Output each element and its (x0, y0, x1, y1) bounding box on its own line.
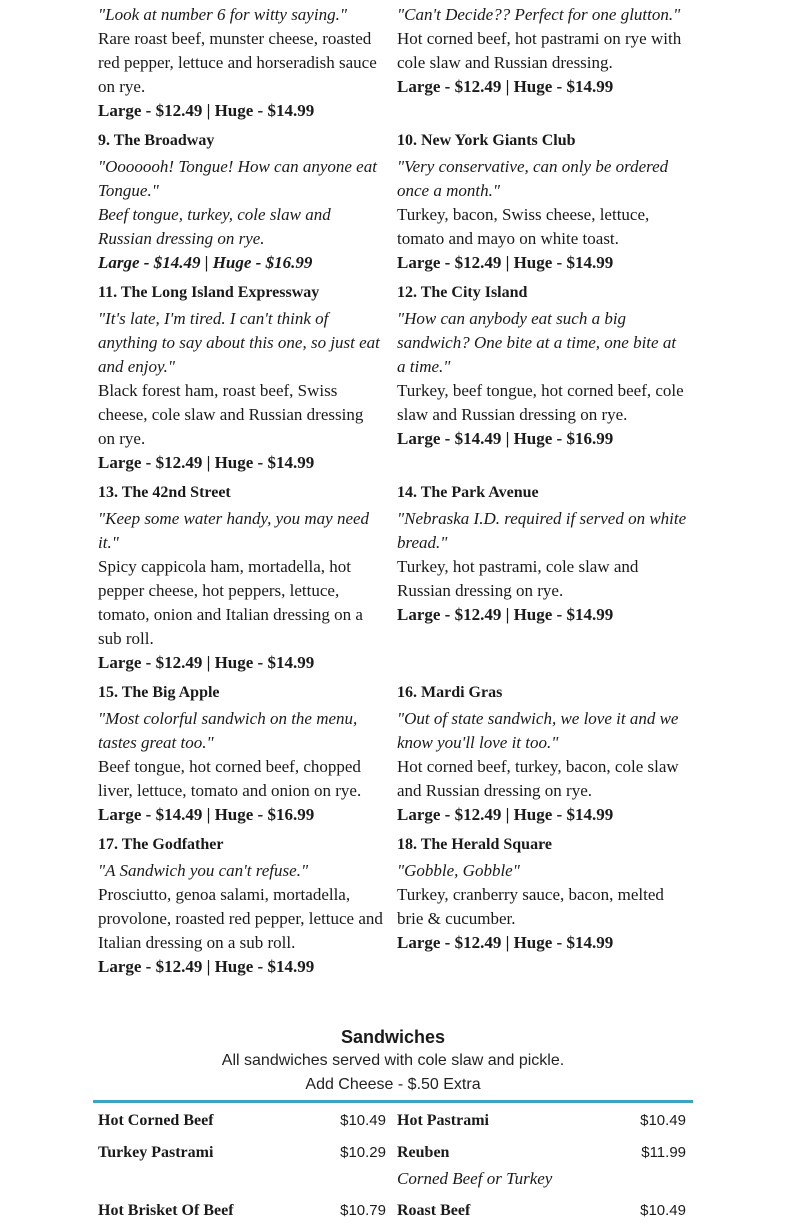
item-price: Large - $12.49 | Huge - $14.99 (98, 453, 315, 472)
item-price: Large - $12.49 | Huge - $14.99 (397, 605, 614, 624)
menu-item (392, 475, 693, 675)
sandwich-name: Roast Beef (397, 1202, 471, 1219)
item-quote: "Most colorful sandwich on the menu, tastes great too." (98, 709, 358, 752)
menu-item (93, 275, 392, 475)
list-item (93, 1199, 392, 1223)
sandwich-price: $10.49 (340, 1112, 386, 1129)
item-description: Beef tongue, turkey, cole slaw and Russian dressing on rye. (98, 205, 331, 248)
item-description: Turkey, beef tongue, hot corned beef, cole slaw and Russian dressing on rye. (397, 381, 684, 424)
item-description: Turkey, cranberry sauce, bacon, melted brie & cucumber. (397, 885, 664, 928)
item-quote: "Nebraska I.D. required if served on white bread." (397, 509, 687, 552)
menu-item (392, 275, 693, 475)
sandwich-name: Hot Pastrami (397, 1112, 489, 1129)
item-description: Prosciutto, genoa salami, mortadella, provolone, roasted red pepper, lettuce and Italian dressing on a sub roll. (98, 885, 383, 952)
item-name: 11. The Long Island Expressway (98, 284, 320, 301)
sandwich-price: $10.49 (640, 1112, 686, 1129)
sandwich-price: $10.29 (340, 1144, 386, 1161)
item-quote: "It's late, I'm tired. I can't think of anything to say about this one, so just eat and enjoy." (98, 309, 380, 376)
menu (93, 0, 693, 1231)
sandwich-name: Turkey Pastrami (98, 1144, 214, 1161)
menu-item (93, 827, 392, 979)
item-name: 16. Mardi Gras (397, 684, 503, 701)
list-item (392, 1141, 693, 1191)
item-price: Large - $12.49 | Huge - $14.99 (98, 653, 315, 672)
menu-item (392, 675, 693, 827)
item-description: Turkey, hot pastrami, cole slaw and Russian dressing on rye. (397, 557, 639, 600)
item-quote: "Keep some water handy, you may need it." (98, 509, 370, 552)
sandwich-name: Reuben (397, 1144, 450, 1161)
section-note: All sandwiches served with cole slaw and pickle. (221, 1052, 565, 1069)
item-description: Hot corned beef, hot pastrami on rye with cole slaw and Russian dressing. (397, 29, 682, 72)
item-quote: "Very conservative, can only be ordered once a month." (397, 157, 669, 200)
item-price: Large - $12.49 | Huge - $14.99 (98, 101, 315, 120)
item-price: Large - $12.49 | Huge - $14.99 (397, 933, 614, 952)
menu-item (392, 827, 693, 979)
item-price: Large - $12.49 | Huge - $14.99 (397, 805, 614, 824)
sandwich-price: $11.99 (641, 1144, 686, 1161)
list-item (392, 1199, 693, 1223)
item-description: Hot corned beef, turkey, bacon, cole slaw and Russian dressing on rye. (397, 757, 679, 800)
item-name: 13. The 42nd Street (98, 484, 231, 501)
item-name: 12. The City Island (397, 284, 528, 301)
item-quote: "Can't Decide?? Perfect for one glutton." (397, 5, 681, 24)
sandwich-price: $10.49 (640, 1202, 686, 1219)
item-quote: "Out of state sandwich, we love it and we know you'll love it too." (397, 709, 679, 752)
section-extra-note: Add Cheese - $.50 Extra (305, 1076, 481, 1093)
sandwich-name: Hot Brisket Of Beef (98, 1202, 234, 1219)
menu-item (392, 123, 693, 275)
item-quote: "Ooooooh! Tongue! How can anyone eat Tongue." (98, 157, 377, 200)
item-price: Large - $14.49 | Huge - $16.99 (98, 805, 315, 824)
sandwich-price: $10.79 (340, 1202, 386, 1219)
item-name: 9. The Broadway (98, 132, 215, 149)
item-description: Rare roast beef, munster cheese, roasted red pepper, lettuce and horseradish sauce on rye. (98, 29, 377, 96)
section-divider (93, 1100, 693, 1103)
item-description: Spicy cappicola ham, mortadella, hot pepper cheese, hot peppers, lettuce, tomato, onion and Italian dressing on a sub roll. (98, 557, 363, 648)
menu-item (93, 675, 392, 827)
item-name: 18. The Herald Square (397, 836, 552, 853)
special-sandwich-grid (93, 3, 693, 979)
item-price: Large - $12.49 | Huge - $14.99 (98, 957, 315, 976)
item-name: 15. The Big Apple (98, 684, 220, 701)
item-name: 14. The Park Avenue (397, 484, 539, 501)
menu-item (93, 475, 392, 675)
menu-item (392, 3, 693, 123)
item-description: Beef tongue, hot corned beef, chopped liver, lettuce, tomato and onion on rye. (98, 757, 362, 800)
item-description: Turkey, bacon, Swiss cheese, lettuce, tomato and mayo on white toast. (397, 205, 650, 248)
sandwich-subtitle: Corned Beef or Turkey (397, 1169, 553, 1188)
list-item (392, 1109, 693, 1133)
section-title: Sandwiches (340, 1027, 446, 1047)
item-price: Large - $14.49 | Huge - $16.99 (397, 429, 614, 448)
sandwich-name: Hot Corned Beef (98, 1112, 214, 1129)
list-item (93, 1109, 392, 1133)
item-quote: "Gobble, Gobble" (397, 861, 520, 880)
item-quote: "Look at number 6 for witty saying." (98, 5, 347, 24)
item-name: 17. The Godfather (98, 836, 224, 853)
item-description: Black forest ham, roast beef, Swiss cheese, cole slaw and Russian dressing on rye. (98, 381, 364, 448)
item-price: Large - $14.49 | Huge - $16.99 (98, 253, 313, 272)
item-price: Large - $12.49 | Huge - $14.99 (397, 253, 614, 272)
item-price: Large - $12.49 | Huge - $14.99 (397, 77, 614, 96)
item-quote: "A Sandwich you can't refuse." (98, 861, 309, 880)
menu-item (93, 123, 392, 275)
sandwich-list (93, 1109, 693, 1231)
list-item (93, 1141, 392, 1191)
item-quote: "How can anybody eat such a big sandwich? One bite at a time, one bite at a time." (397, 309, 677, 376)
item-name: 10. New York Giants Club (397, 132, 576, 149)
sandwiches-section (93, 1025, 693, 1097)
menu-item (93, 3, 392, 123)
